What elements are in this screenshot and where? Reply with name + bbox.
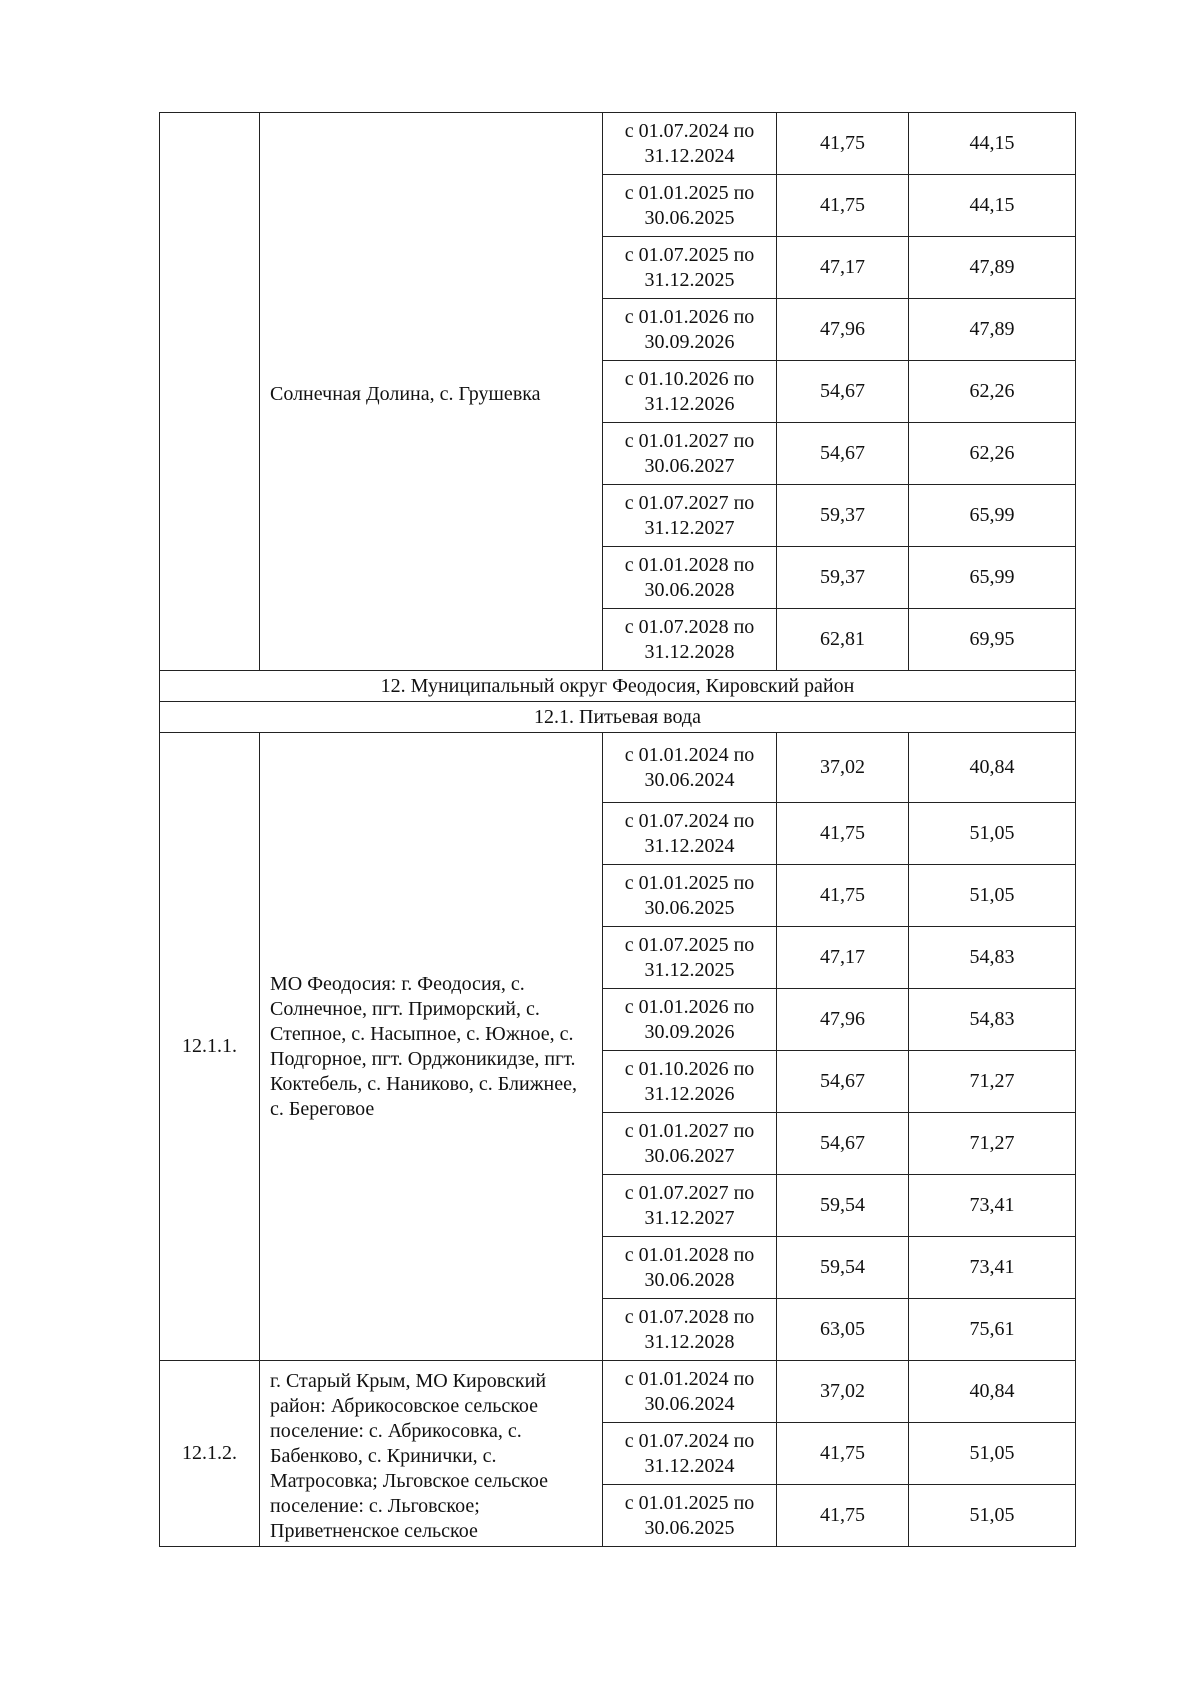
period-cell: с 01.10.2026 по 31.12.2026 bbox=[603, 1051, 777, 1113]
location-cell: МО Феодосия: г. Феодосия, с. Солнечное, пгт. Приморский, с. Степное, с. Насыпное, с. Южное, с. Подгорное, пгт. Орджоникидзе, пгт. Коктебель, с. Наниково, с. Ближнее, с. Береговое bbox=[260, 733, 603, 1361]
value-cell: 51,05 bbox=[909, 865, 1076, 927]
value-cell: 63,05 bbox=[777, 1299, 909, 1361]
period-cell: с 01.01.2027 по 30.06.2027 bbox=[603, 423, 777, 485]
value-cell: 41,75 bbox=[777, 1423, 909, 1485]
value-cell: 54,83 bbox=[909, 927, 1076, 989]
period-cell: с 01.07.2025 по 31.12.2025 bbox=[603, 237, 777, 299]
period-cell: с 01.07.2028 по 31.12.2028 bbox=[603, 609, 777, 671]
value-cell: 47,89 bbox=[909, 299, 1076, 361]
period-cell: с 01.01.2027 по 30.06.2027 bbox=[603, 1113, 777, 1175]
period-cell: с 01.10.2026 по 31.12.2026 bbox=[603, 361, 777, 423]
value-cell: 47,17 bbox=[777, 927, 909, 989]
value-cell: 59,37 bbox=[777, 547, 909, 609]
period-cell: с 01.07.2024 по 31.12.2024 bbox=[603, 803, 777, 865]
value-cell: 75,61 bbox=[909, 1299, 1076, 1361]
subsection-heading: 12.1. Питьевая вода bbox=[160, 702, 1076, 733]
row-number-cell bbox=[160, 113, 260, 671]
table-row bbox=[160, 733, 1076, 803]
period-cell: с 01.01.2025 по 30.06.2025 bbox=[603, 175, 777, 237]
period-cell: с 01.07.2027 по 31.12.2027 bbox=[603, 1175, 777, 1237]
period-cell: с 01.07.2028 по 31.12.2028 bbox=[603, 1299, 777, 1361]
table-row bbox=[160, 1361, 1076, 1423]
value-cell: 73,41 bbox=[909, 1237, 1076, 1299]
period-cell: с 01.01.2024 по 30.06.2024 bbox=[603, 733, 777, 803]
value-cell: 41,75 bbox=[777, 803, 909, 865]
value-cell: 47,96 bbox=[777, 299, 909, 361]
value-cell: 54,67 bbox=[777, 361, 909, 423]
value-cell: 37,02 bbox=[777, 733, 909, 803]
value-cell: 54,67 bbox=[777, 423, 909, 485]
period-cell: с 01.07.2025 по 31.12.2025 bbox=[603, 927, 777, 989]
value-cell: 44,15 bbox=[909, 113, 1076, 175]
period-cell: с 01.01.2026 по 30.09.2026 bbox=[603, 989, 777, 1051]
value-cell: 54,83 bbox=[909, 989, 1076, 1051]
section-heading-row bbox=[160, 671, 1076, 702]
value-cell: 69,95 bbox=[909, 609, 1076, 671]
value-cell: 65,99 bbox=[909, 547, 1076, 609]
tariff-table bbox=[159, 112, 1076, 1547]
row-number-cell: 12.1.1. bbox=[160, 733, 260, 1361]
period-cell: с 01.07.2027 по 31.12.2027 bbox=[603, 485, 777, 547]
value-cell: 47,17 bbox=[777, 237, 909, 299]
period-cell: с 01.01.2028 по 30.06.2028 bbox=[603, 1237, 777, 1299]
value-cell: 51,05 bbox=[909, 1423, 1076, 1485]
period-cell: с 01.01.2025 по 30.06.2025 bbox=[603, 1485, 777, 1547]
period-cell: с 01.07.2024 по 31.12.2024 bbox=[603, 1423, 777, 1485]
table-row bbox=[160, 113, 1076, 175]
value-cell: 41,75 bbox=[777, 1485, 909, 1547]
value-cell: 65,99 bbox=[909, 485, 1076, 547]
value-cell: 62,81 bbox=[777, 609, 909, 671]
value-cell: 37,02 bbox=[777, 1361, 909, 1423]
value-cell: 54,67 bbox=[777, 1051, 909, 1113]
value-cell: 41,75 bbox=[777, 113, 909, 175]
row-number-cell: 12.1.2. bbox=[160, 1361, 260, 1547]
value-cell: 47,89 bbox=[909, 237, 1076, 299]
period-cell: с 01.01.2026 по 30.09.2026 bbox=[603, 299, 777, 361]
value-cell: 71,27 bbox=[909, 1113, 1076, 1175]
period-cell: с 01.01.2024 по 30.06.2024 bbox=[603, 1361, 777, 1423]
subsection-heading-row bbox=[160, 702, 1076, 733]
value-cell: 59,54 bbox=[777, 1175, 909, 1237]
value-cell: 73,41 bbox=[909, 1175, 1076, 1237]
value-cell: 41,75 bbox=[777, 865, 909, 927]
period-cell: с 01.01.2028 по 30.06.2028 bbox=[603, 547, 777, 609]
value-cell: 62,26 bbox=[909, 423, 1076, 485]
value-cell: 40,84 bbox=[909, 1361, 1076, 1423]
value-cell: 59,37 bbox=[777, 485, 909, 547]
value-cell: 41,75 bbox=[777, 175, 909, 237]
location-cell: Солнечная Долина, с. Грушевка bbox=[260, 113, 603, 671]
value-cell: 54,67 bbox=[777, 1113, 909, 1175]
location-cell: г. Старый Крым, МО Кировский район: Абрикосовское сельское поселение: с. Абрикосовка, с. Бабенково, с. Кринички, с. Матросовка; Льговское сельское поселение: с. Льговское; Приветненское сельское bbox=[260, 1361, 603, 1547]
value-cell: 71,27 bbox=[909, 1051, 1076, 1113]
value-cell: 44,15 bbox=[909, 175, 1076, 237]
value-cell: 40,84 bbox=[909, 733, 1076, 803]
section-heading: 12. Муниципальный округ Феодосия, Кировский район bbox=[160, 671, 1076, 702]
period-cell: с 01.01.2025 по 30.06.2025 bbox=[603, 865, 777, 927]
value-cell: 51,05 bbox=[909, 1485, 1076, 1547]
value-cell: 59,54 bbox=[777, 1237, 909, 1299]
value-cell: 47,96 bbox=[777, 989, 909, 1051]
value-cell: 62,26 bbox=[909, 361, 1076, 423]
period-cell: с 01.07.2024 по 31.12.2024 bbox=[603, 113, 777, 175]
value-cell: 51,05 bbox=[909, 803, 1076, 865]
